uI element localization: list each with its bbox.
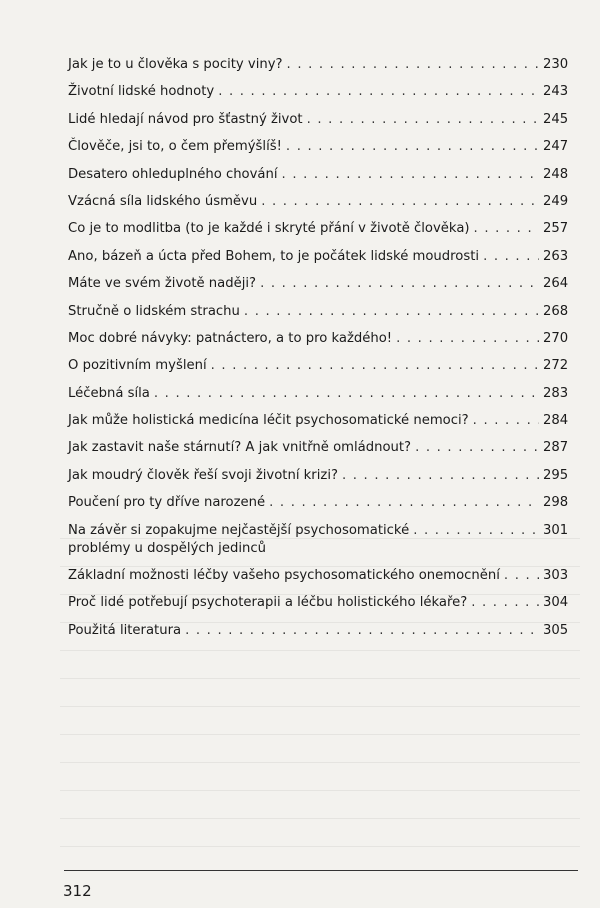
toc-entry-page: 268 xyxy=(543,303,569,319)
dot-leader xyxy=(287,56,539,74)
dot-leader xyxy=(413,522,539,540)
toc-entry-title-line1: Na závěr si zopakujme nejčastější psychosomatické xyxy=(68,522,410,538)
toc-entry-page: 283 xyxy=(543,385,569,401)
page-number: 312 xyxy=(63,882,92,900)
toc-entry-title: Jak je to u člověka s pocity viny? xyxy=(68,57,283,72)
toc-entry-title: Jak zastavit naše stárnutí? A jak vnitřně omládnout? xyxy=(68,440,412,456)
dot-leader xyxy=(218,83,539,101)
toc-entry-page: 272 xyxy=(543,358,569,374)
toc-entry xyxy=(68,220,567,238)
toc-entry-page: 245 xyxy=(543,111,569,127)
toc-entry-page: 284 xyxy=(543,413,569,429)
toc-entry-title: Ano, bázeň a úcta před Bohem, to je počátek lidské moudrosti xyxy=(68,248,480,264)
dot-leader xyxy=(185,622,539,640)
toc-entry-title: Desatero ohleduplného chování xyxy=(68,166,278,182)
toc-entry-title: Máte ve svém životě naději? xyxy=(68,276,257,292)
toc-entry xyxy=(68,275,567,293)
toc-entry-page: 263 xyxy=(543,248,569,264)
toc-entry-title: Základní možnosti léčby vašeho psychosomatického onemocnění xyxy=(68,568,500,584)
dot-leader xyxy=(473,412,539,430)
toc-entry xyxy=(68,83,567,101)
toc-entry-page: 249 xyxy=(543,193,569,209)
toc-entry-page: 304 xyxy=(543,595,569,611)
toc-entry xyxy=(68,594,567,612)
dot-leader xyxy=(261,193,539,211)
toc-entry-page: 301 xyxy=(543,522,569,538)
toc-entry xyxy=(68,138,567,156)
toc-entry xyxy=(68,467,567,485)
dot-leader xyxy=(483,248,539,266)
toc-entry-title: O pozitivním myšlení xyxy=(68,358,207,374)
toc-entry-page: 230 xyxy=(543,57,569,72)
toc-entry xyxy=(68,330,567,348)
toc-entry-title: Jak moudrý člověk řeší svoji životní krizi? xyxy=(68,467,338,483)
toc-entry-page: 303 xyxy=(543,568,569,584)
toc-entry-title: Stručně o lidském strachu xyxy=(68,303,240,319)
toc-entry-title: Proč lidé potřebují psychoterapii a léčbu holistického lékaře? xyxy=(68,595,468,611)
toc-entry-title: Léčebná síla xyxy=(68,385,150,401)
dot-leader xyxy=(396,330,539,348)
toc-entry xyxy=(68,357,567,375)
toc-entry-title: Vzácná síla lidského úsměvu xyxy=(68,193,258,209)
toc-entry-title: Použitá literatura xyxy=(68,622,182,638)
toc-entry-page: 287 xyxy=(543,440,569,456)
dot-leader xyxy=(286,138,539,156)
dot-leader xyxy=(307,111,539,129)
toc-entry-page: 270 xyxy=(543,330,569,346)
toc-entry xyxy=(68,439,567,457)
dot-leader xyxy=(504,567,539,585)
toc-entry-multiline xyxy=(68,522,567,558)
dot-leader xyxy=(211,357,539,375)
toc-entry xyxy=(68,622,567,640)
toc-entry-title: Lidé hledají návod pro šťastný život xyxy=(68,111,303,127)
toc-entry xyxy=(68,303,567,321)
toc-entry xyxy=(68,111,567,129)
dot-leader xyxy=(244,303,539,321)
dot-leader xyxy=(471,594,539,612)
dot-leader xyxy=(269,494,539,512)
toc-entry-page: 243 xyxy=(543,84,569,100)
toc-entry-title: Člověče, jsi to, o čem přemýšlíš! xyxy=(68,139,282,155)
toc-entry xyxy=(68,248,567,266)
toc-entry-page: 247 xyxy=(543,139,569,155)
toc-entry xyxy=(68,412,567,430)
toc-entry-page: 248 xyxy=(543,166,569,182)
toc-entry-page: 257 xyxy=(543,221,569,237)
dot-leader xyxy=(342,467,539,485)
toc-entry-title: Životní lidské hodnoty xyxy=(68,84,215,100)
dot-leader xyxy=(415,439,539,457)
toc-entry-page: 264 xyxy=(543,276,569,292)
toc-entry xyxy=(68,193,567,211)
toc-entry xyxy=(68,166,567,184)
toc-entry-page: 298 xyxy=(543,495,569,511)
toc-entry xyxy=(68,567,567,585)
toc-entry xyxy=(68,56,567,74)
toc-entry xyxy=(68,494,567,512)
toc-entry-title-block xyxy=(68,522,409,558)
dot-leader xyxy=(474,220,539,238)
footer-rule xyxy=(64,870,578,871)
dot-leader xyxy=(282,166,539,184)
toc-entry-page: 305 xyxy=(543,622,569,638)
dot-leader xyxy=(154,385,539,403)
toc-entry-title: Co je to modlitba (to je každé i skryté přání v životě člověka) xyxy=(68,221,470,237)
toc-entry-title: Jak může holistická medicína léčit psychosomatické nemoci? xyxy=(68,413,469,429)
toc-entry-title: Moc dobré návyky: patnáctero, a to pro každého! xyxy=(68,330,393,346)
toc-entry-title-line2: problémy u dospělých jedinců xyxy=(68,540,266,556)
dot-leader xyxy=(260,275,539,293)
toc-entry-page: 295 xyxy=(543,467,569,483)
toc-entry xyxy=(68,385,567,403)
table-of-contents xyxy=(68,56,567,649)
toc-entry-title: Poučení pro ty dříve narozené xyxy=(68,495,266,511)
